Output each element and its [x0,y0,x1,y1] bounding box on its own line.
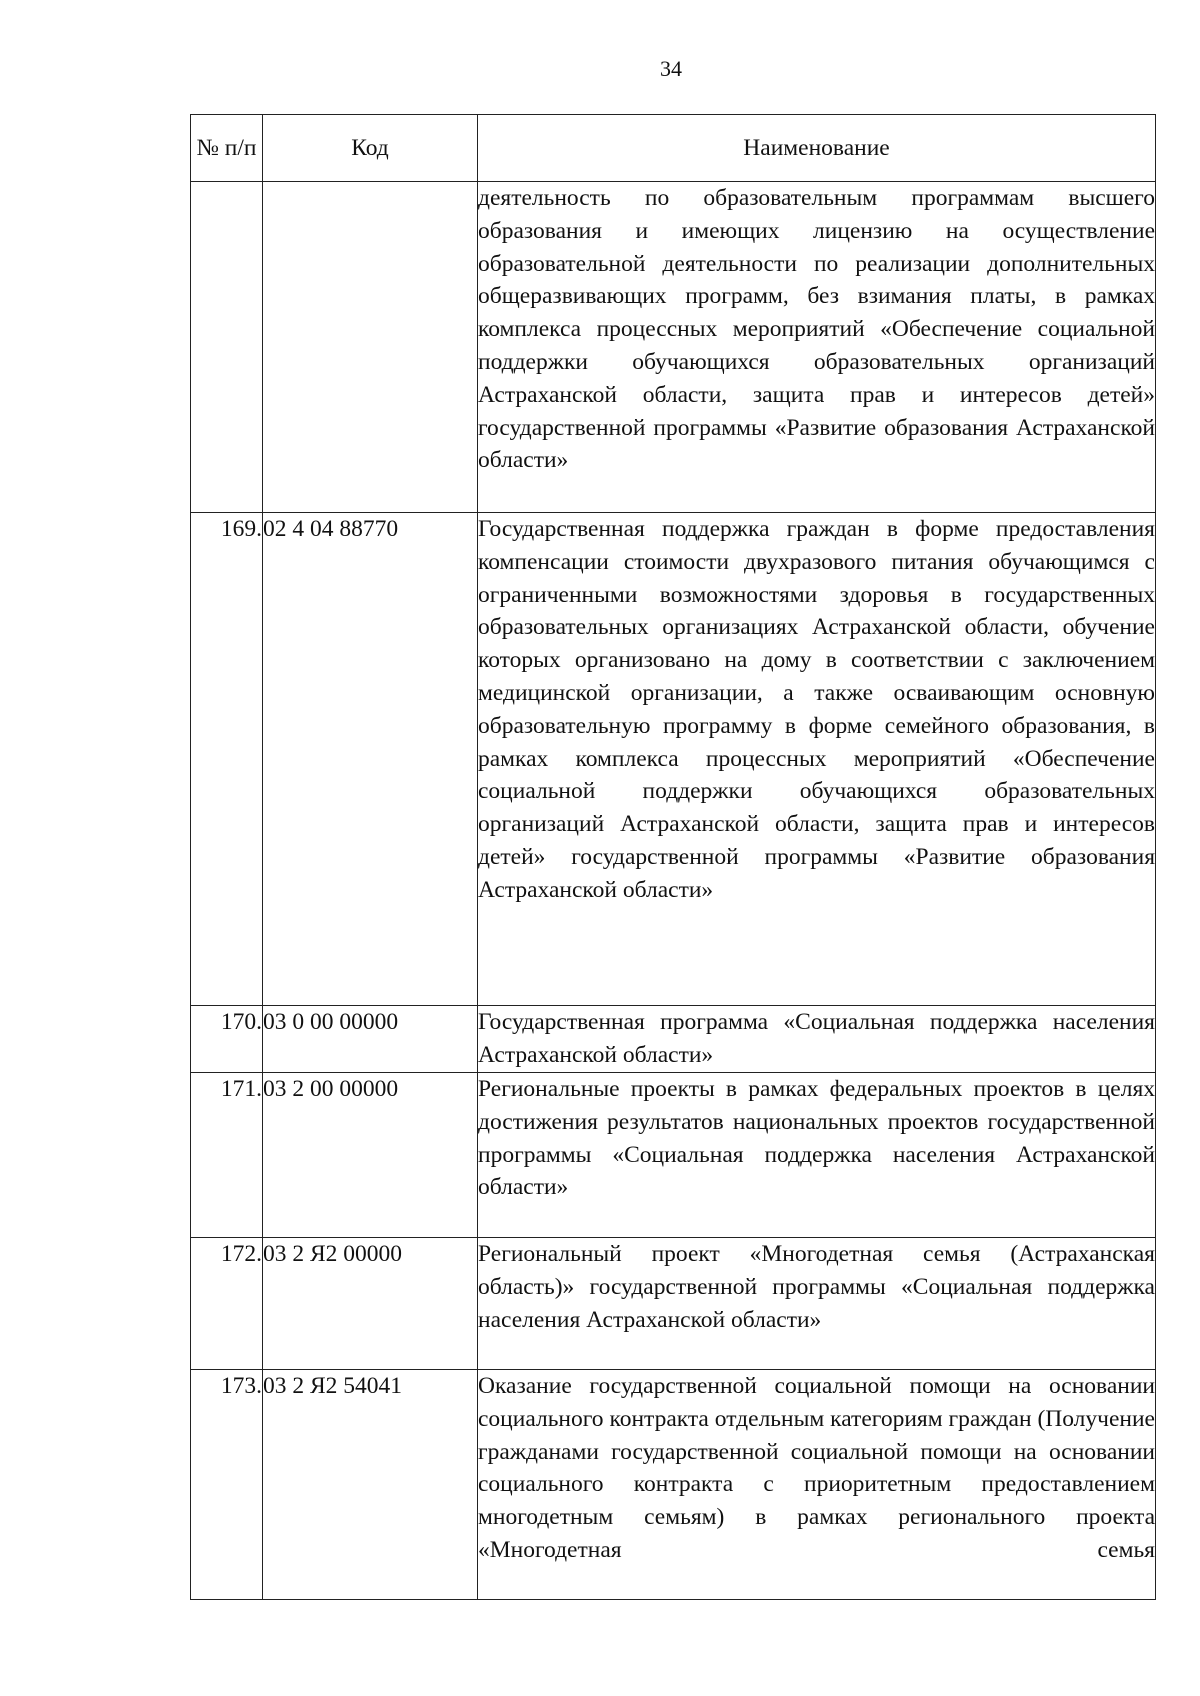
table-row [191,1073,1156,1238]
row-num [191,182,263,513]
row-code [263,182,478,513]
row-name: Государственная программа «Социальная поддержка населения Астраханской области» [478,1006,1156,1073]
row-num: 173. [191,1370,263,1600]
row-name: Региональный проект «Многодетная семья (Астраханская область)» государственной программы «Социальная поддержка населения Астраханской области» [478,1238,1156,1370]
row-code: 03 2 00 00000 [263,1073,478,1238]
table-row [191,1238,1156,1370]
row-name: Оказание государственной социальной помощи на основании социального контракта отдельным категориям граждан (Получение гражданами государственной социальной помощи на основании социального контракта с приоритетным предоставлением многодетным семьям) в рамках регионального проекта «Многодетная семья [478,1370,1156,1600]
table-row [191,182,1156,513]
row-num: 169. [191,513,263,1006]
table-row [191,1370,1156,1600]
row-num: 172. [191,1238,263,1370]
page-number: 34 [660,56,682,81]
header-num: № п/п [191,115,263,182]
table-row [191,1006,1156,1073]
table-header-row [191,115,1156,182]
header-code: Код [263,115,478,182]
row-code: 03 2 Я2 54041 [263,1370,478,1600]
row-code: 03 2 Я2 00000 [263,1238,478,1370]
row-name: Региональные проекты в рамках федеральных проектов в целях достижения результатов национальных проектов государственной программы «Социальная поддержка населения Астраханской области» [478,1073,1156,1238]
row-name: деятельность по образовательным программам высшего образования и имеющих лицензию на осуществление образовательной деятельности по реализации дополнительных общеразвивающих программ, без взимания платы, в рамках комплекса процессных мероприятий «Обеспечение социальной поддержки обучающихся образовательных организаций Астраханской области, защита прав и интересов детей» государственной программы «Развитие образования Астраханской области» [478,182,1156,513]
row-code: 03 0 00 00000 [263,1006,478,1073]
header-name: Наименование [478,115,1156,182]
row-num: 170. [191,1006,263,1073]
row-name: Государственная поддержка граждан в форме предоставления компенсации стоимости двухразового питания обучающимся с ограниченными возможностями здоровья в государственных образовательных организациях Астраханской области, обучение которых организовано на дому в соответствии с заключением медицинской организации, а также осваивающим основную образовательную программу в форме семейного образования, в рамках комплекса процессных мероприятий «Обеспечение социальной поддержки обучающихся образовательных организаций Астраханской области, защита прав и интересов детей» государственной программы «Развитие образования Астраханской области» [478,513,1156,1006]
row-code: 02 4 04 88770 [263,513,478,1006]
row-num: 171. [191,1073,263,1238]
codes-table [190,114,1156,1600]
table-row [191,513,1156,1006]
